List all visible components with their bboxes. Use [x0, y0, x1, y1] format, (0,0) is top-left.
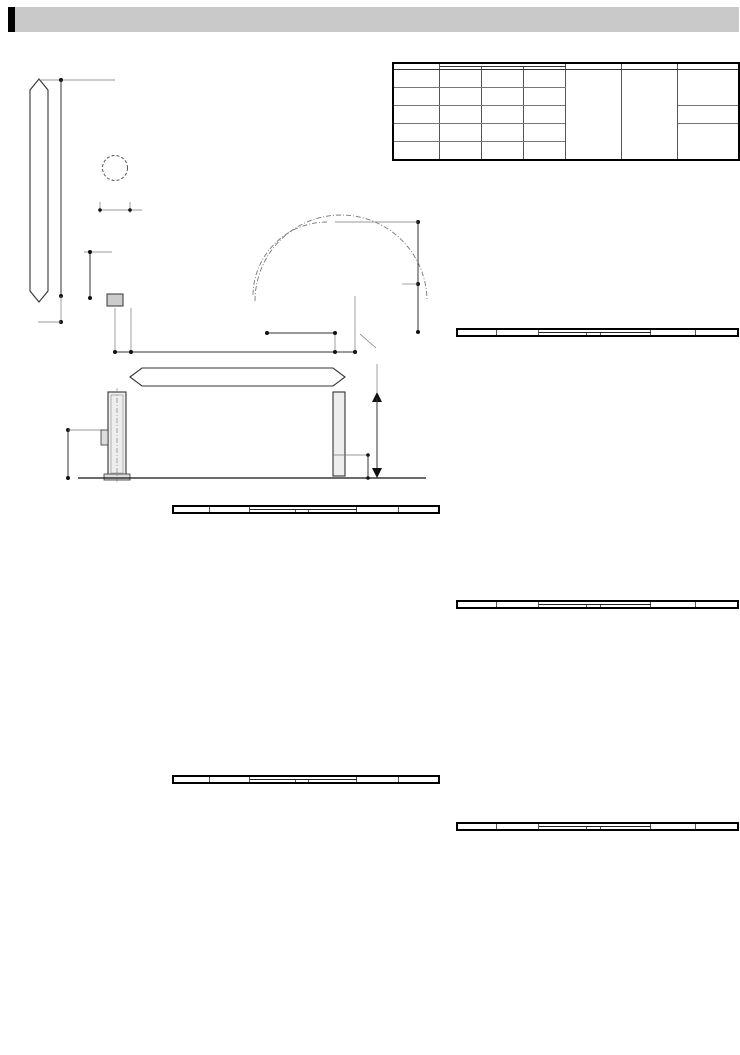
- model-cell: [393, 88, 439, 106]
- size-header-model: [173, 506, 209, 513]
- size-header-call: [209, 776, 249, 783]
- size-header-model: [457, 601, 496, 608]
- size-header-call: [209, 506, 249, 513]
- h11-cell: [481, 88, 523, 106]
- h13-cell: [523, 88, 565, 106]
- h10-cell: [439, 70, 481, 88]
- size-header-fold: [650, 823, 695, 830]
- body-depth-value: [621, 70, 677, 160]
- size-header-min: [538, 605, 586, 609]
- size-header-tilde: [586, 827, 600, 831]
- size-header-locks: [695, 601, 738, 608]
- spec-row: [393, 70, 739, 88]
- size-header-model: [457, 329, 496, 336]
- size-header-max: [600, 605, 650, 609]
- size-header-tilde: [295, 780, 308, 784]
- h13-cell: [523, 124, 565, 142]
- size-header-model: [457, 823, 496, 830]
- size-header-locks: [695, 823, 738, 830]
- size-header-locks: [398, 506, 439, 513]
- size-table-type1: [172, 505, 440, 514]
- h13-cell: [523, 142, 565, 160]
- size-table-type5: [456, 822, 739, 831]
- size-header-max: [308, 780, 356, 784]
- h10-cell: [439, 88, 481, 106]
- size-header-max: [600, 333, 650, 337]
- size-header-fold: [650, 329, 695, 336]
- model-cell: [393, 106, 439, 124]
- section-title-bar: [8, 7, 739, 32]
- plan-and-elevation-drawing: [20, 58, 440, 523]
- size-header-fold: [650, 601, 695, 608]
- gate-technical-diagram: [20, 58, 440, 523]
- size-header-max: [600, 827, 650, 831]
- spec-table: [392, 62, 740, 161]
- h11-cell: [481, 142, 523, 160]
- size-header-tilde: [295, 510, 308, 514]
- h10-cell: [439, 124, 481, 142]
- h13-cell: [523, 70, 565, 88]
- size-header-fold: [356, 506, 398, 513]
- post-depth-value: [565, 70, 621, 160]
- model-cell: [393, 142, 439, 160]
- size-header-min: [249, 510, 295, 514]
- h11-cell: [481, 70, 523, 88]
- corner-post: [107, 294, 123, 306]
- model-cell: [393, 124, 439, 142]
- model-cell: [393, 70, 439, 88]
- end-post: [333, 392, 345, 476]
- size-header-call: [496, 329, 538, 336]
- h11-cell: [481, 106, 523, 124]
- size-header-min: [249, 780, 295, 784]
- caster-value-45: [677, 124, 739, 160]
- hanging-body-arrow-shape: [130, 368, 345, 386]
- size-header-locks: [695, 329, 738, 336]
- title-accent-bar: [8, 7, 15, 32]
- caster-value-3: [677, 106, 739, 124]
- storage-arc-180: [255, 215, 427, 301]
- size-table-type2: [172, 775, 440, 784]
- size-header-tilde: [586, 333, 600, 337]
- size-header-fold: [356, 776, 398, 783]
- caster-detail-circle: [103, 156, 128, 181]
- h10-cell: [439, 106, 481, 124]
- elevation-view: [66, 364, 426, 482]
- size-header-max: [308, 510, 356, 514]
- size-header-call: [496, 601, 538, 608]
- size-table-type4: [456, 600, 739, 609]
- size-table-type3: [456, 328, 739, 337]
- size-header-tilde: [586, 605, 600, 609]
- size-header-min: [538, 333, 586, 337]
- h11-cell: [481, 124, 523, 142]
- gate-body-arrow-shape: [30, 79, 48, 302]
- h10-cell: [439, 142, 481, 160]
- post-handle: [101, 430, 108, 445]
- size-header-model: [173, 776, 209, 783]
- size-header-locks: [398, 776, 439, 783]
- size-header-min: [538, 827, 586, 831]
- caster-value-12: [677, 70, 739, 106]
- storage-arc-90: [253, 222, 327, 296]
- h13-cell: [523, 106, 565, 124]
- plan-view: [30, 78, 427, 354]
- size-header-call: [496, 823, 538, 830]
